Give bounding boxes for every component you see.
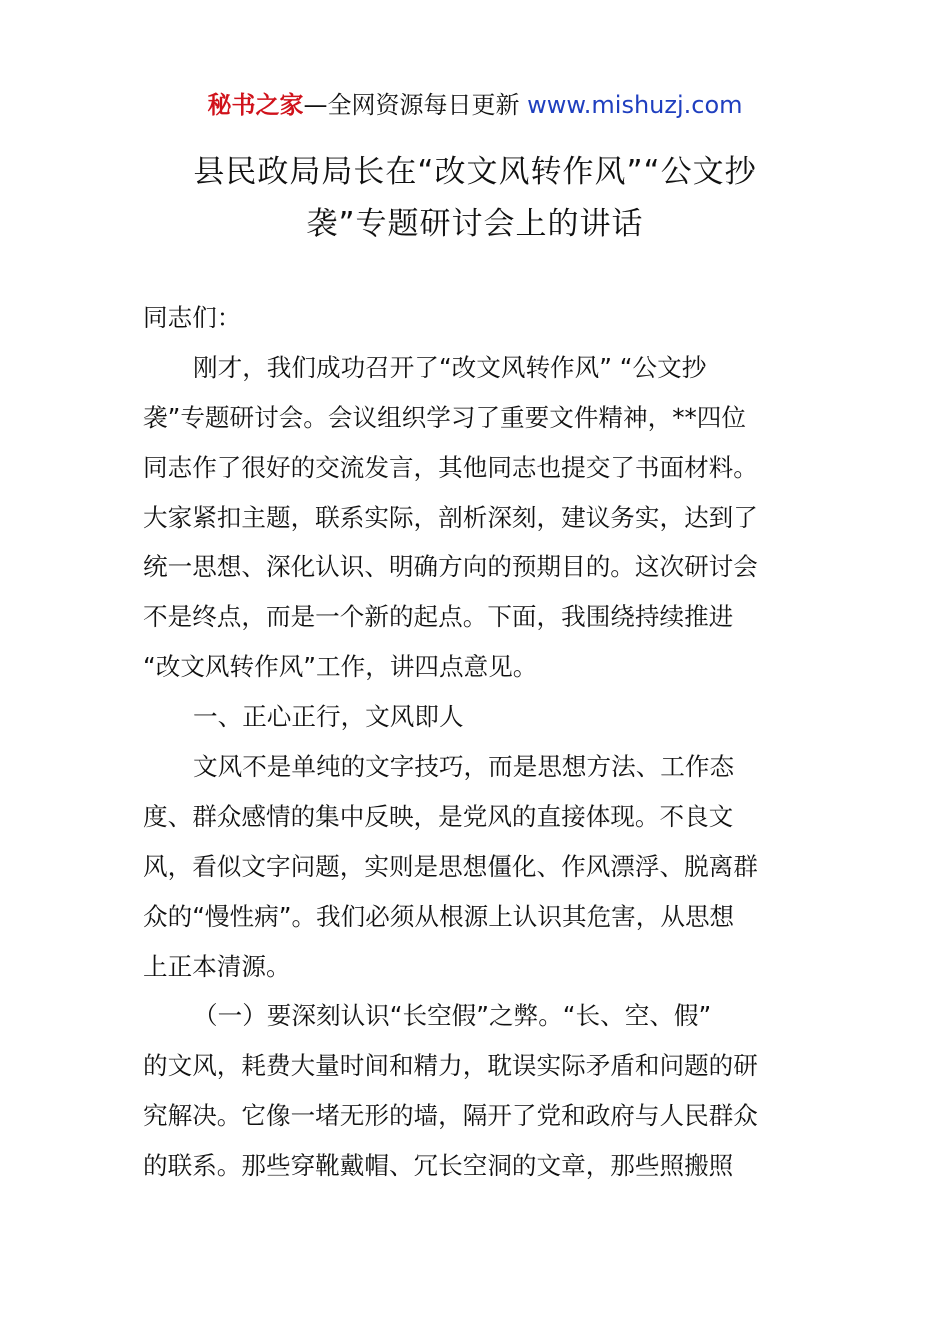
site-url-link[interactable]: www.mishuzj.com <box>527 91 743 119</box>
paragraph-line: 究解决。它像一堵无形的墙，隔开了党和政府与人民群众 <box>143 1101 758 1131</box>
paragraph-line: 刚才，我们成功召开了“改文风转作风” “公文抄 <box>193 352 707 382</box>
paragraph-line: “改文风转作风”工作，讲四点意见。 <box>143 652 538 682</box>
paragraph-line: 同志作了很好的交流发言，其他同志也提交了书面材料。 <box>143 452 758 482</box>
paragraph-line: 大家紧扣主题，联系实际，剖析深刻，建议务实，达到了 <box>143 502 758 532</box>
paragraph-line: 度、群众感情的集中反映，是党风的直接体现。不良文 <box>143 801 734 831</box>
paragraph-line: 众的“慢性病”。我们必须从根源上认识其危害，从思想 <box>143 901 735 931</box>
paragraph-line: 的联系。那些穿靴戴帽、冗长空洞的文章，那些照搬照 <box>143 1151 734 1181</box>
section-heading: 一、正心正行，文风即人 <box>193 702 464 732</box>
site-header <box>0 88 950 122</box>
paragraph-line: 文风不是单纯的文字技巧，而是思想方法、工作态 <box>193 752 735 782</box>
document-title <box>140 146 810 250</box>
document-body <box>143 293 807 1191</box>
title-line: 袭”专题研讨会上的讲话 <box>306 206 644 242</box>
paragraph-line: （一）要深刻认识“长空假”之弊。“长、空、假” <box>193 1001 712 1031</box>
header-tagline: —全网资源每日更新 <box>303 91 520 119</box>
paragraph-line: 不是终点，而是一个新的起点。下面，我围绕持续推进 <box>143 602 734 632</box>
brand-name: 秘书之家 <box>207 91 304 119</box>
paragraph-line: 风，看似文字问题，实则是思想僵化、作风漂浮、脱离群 <box>143 851 758 881</box>
paragraph-line: 袭”专题研讨会。会议组织学习了重要文件精神，**四位 <box>143 402 746 432</box>
paragraph-line: 上正本清源。 <box>143 951 291 981</box>
paragraph-line: 的文风，耗费大量时间和精力，耽误实际矛盾和问题的研 <box>143 1051 758 1081</box>
paragraph-line: 统一思想、深化认识、明确方向的预期目的。这次研讨会 <box>143 552 758 582</box>
title-line: 县民政局局长在“改文风转作风”“公文抄 <box>193 154 757 190</box>
salutation: 同志们： <box>143 303 242 332</box>
